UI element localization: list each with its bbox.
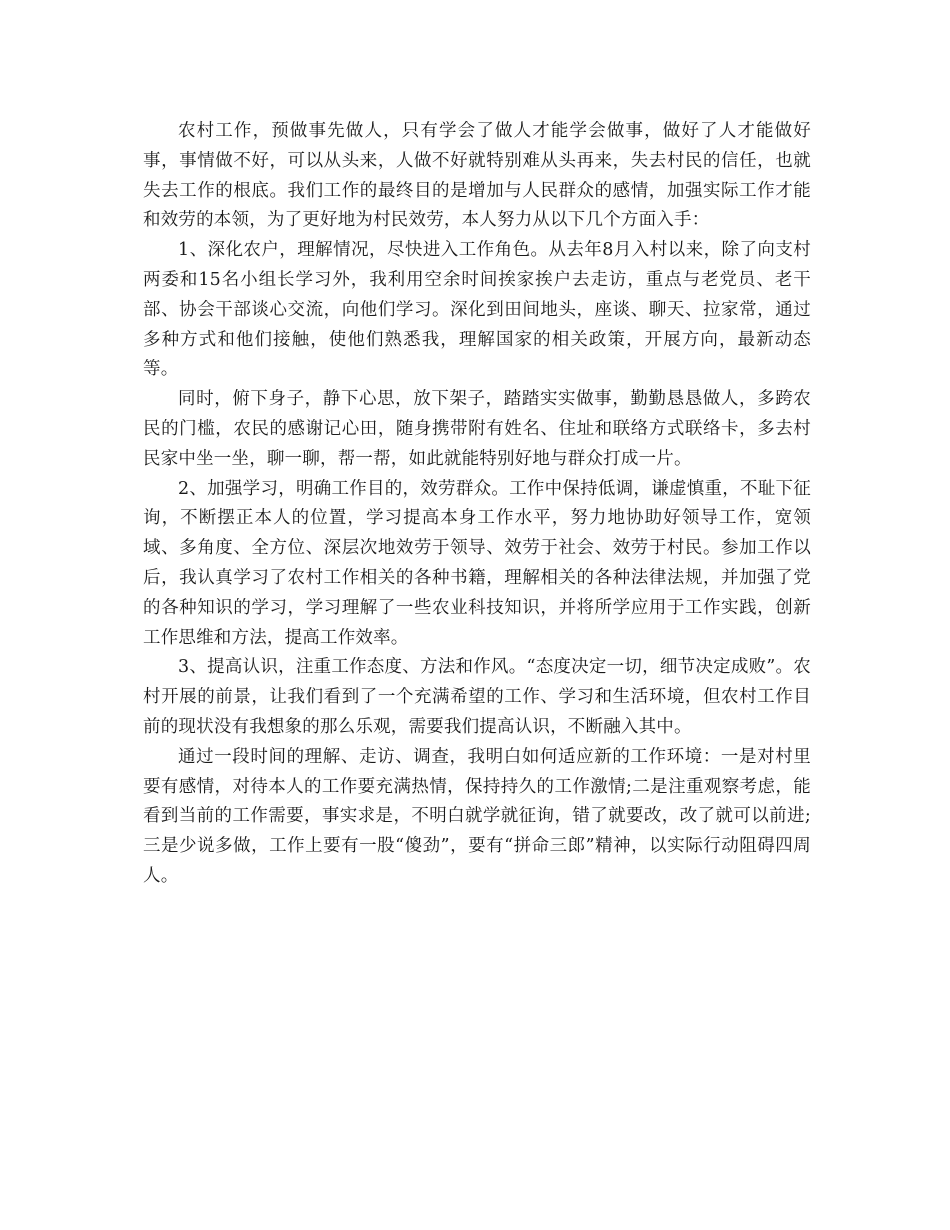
- paragraph-point-2: 2、加强学习，明确工作目的，效劳群众。工作中保持低调，谦虚慎重，不耻下征询，不断摆正本人的位置，学习提高本身工作水平，努力地协助好领导工作，宽领域、多角度、全方位、深层次地效劳于领导、效劳于社会、效劳于村民。参加工作以后，我认真学习了农村工作相关的各种书籍，理解相关的各种法律法规，并加强了党的各种知识的学习，学习理解了一些农业科技知识，并将所学应用于工作实践，创新工作思维和方法，提高工作效率。: [143, 478, 811, 648]
- paragraph-point-1: 1、深化农户，理解情况，尽快进入工作角色。从去年8月入村以来，除了向支村两委和15名小组长学习外，我利用空余时间挨家挨户去走访，重点与老党员、老干部、协会干部谈心交流，向他们学习。深化到田间地头，座谈、聊天、拉家常，通过多种方式和他们接触，使他们熟悉我，理解国家的相关政策，开展方向，最新动态等。: [143, 240, 811, 380]
- paragraph-point-3: 3、提高认识，注重工作态度、方法和作风。“态度决定一切，细节决定成败”。农村开展的前景，让我们看到了一个充满希望的工作、学习和生活环境，但农村工作目前的现状没有我想象的那么乐观，需要我们提高认识，不断融入其中。: [143, 657, 811, 737]
- paragraph-point-1-continued: 同时，俯下身子，静下心思，放下架子，踏踏实实做事，勤勤恳恳做人，多跨农民的门槛，农民的感谢记心田，随身携带附有姓名、住址和联络方式联络卡，多去村民家中坐一坐，聊一聊，帮一帮，如此就能特别好地与群众打成一片。: [143, 389, 811, 469]
- paragraph-intro: 农村工作，预做事先做人，只有学会了做人才能学会做事，做好了人才能做好事，事情做不好，可以从头来，人做不好就特别难从头再来，失去村民的信任，也就失去工作的根底。我们工作的最终目的是增加与人民群众的感情，加强实际工作才能和效劳的本领，为了更好地为村民效劳，本人努力从以下几个方面入手：: [143, 121, 811, 231]
- document-body: [143, 117, 811, 892]
- paragraph-point-3-continued: 通过一段时间的理解、走访、调查，我明白如何适应新的工作环境：一是对村里要有感情，对待本人的工作要充满热情，保持持久的工作激情;二是注重观察考虑，能看到当前的工作需要，事实求是，不明白就学就征询，错了就要改，改了就可以前进;三是少说多做，工作上要有一股“傻劲”，要有“拼命三郎”精神，以实际行动阻碍四周人。: [143, 746, 811, 886]
